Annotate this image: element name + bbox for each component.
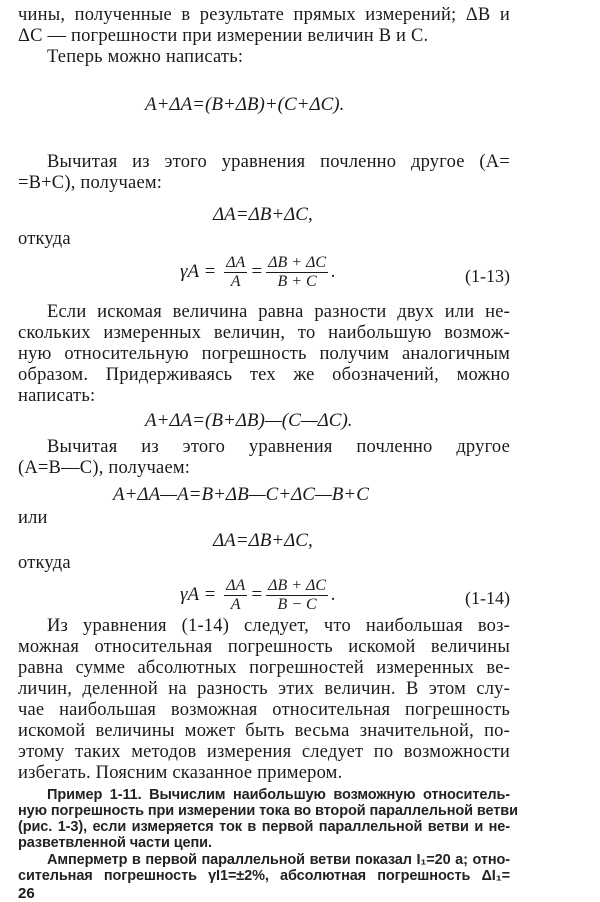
text-line: можная относительная погрешность искомой величины [18,637,510,657]
text-line: (A=B—C), получаем: [18,458,191,478]
example-line: Амперметр в первой параллельной ветви показал I₁=20 а; отно- [47,852,510,868]
text-line: искомой величины может быть весьма значительной, по- [18,721,510,741]
text-line: Вычитая из этого уравнения почленно другое [47,437,510,457]
denominator: B − C [277,596,317,613]
fraction [224,254,247,291]
equation-number: (1-13) [465,266,510,286]
example-line: разветвленной части цепи. [18,835,212,851]
formula: ΔA=ΔB+ΔC, [213,530,313,551]
formula: A+ΔA=(B+ΔB)+(C+ΔC). [145,94,345,115]
formula-part: γA = [180,583,217,605]
text-line: Из уравнения (1-14) следует, что наибольшая воз- [47,616,510,636]
numerator: ΔB + ΔC [268,254,327,271]
text-line: чае наибольшая возможная относительная погрешность [18,700,510,720]
denominator: A [230,596,241,613]
denominator: B + C [277,273,317,290]
text-line: ΔC — погрешности при измерении величин B и C. [18,26,429,46]
formula-part: = [250,583,264,605]
text-line: этому таких методов измерения следует по возможности [18,742,510,762]
text-line: образом. Придерживаясь тех же обозначений, можно [18,365,510,385]
formula-part: . [331,260,336,282]
text-line: Если искомая величина равна разности двух или не- [47,302,510,322]
text-line: или [18,508,48,528]
fraction [266,577,328,614]
formula-part: = [250,260,264,282]
equation-number: (1-14) [465,588,510,608]
text-line: равна сумме абсолютных погрешностей измеренных ве- [18,658,510,678]
text-line: Вычитая из этого уравнения почленно другое (A= [47,152,510,172]
text-line: чины, полученные в результате прямых измерений; ΔB и [18,5,510,25]
text-line: избегать. Поясним сказанное примером. [18,763,343,783]
text-line: =B+C), получаем: [18,173,163,193]
formula-1-13 [180,254,336,291]
fraction [266,254,328,291]
page-number: 26 [18,885,35,902]
numerator: ΔA [226,577,246,594]
formula: A+ΔA—A=B+ΔB—C+ΔC—B+C [113,484,369,505]
text-line: Теперь можно написать: [47,47,244,67]
text-line: личин, деленной на разность этих величин. В этом слу- [18,679,510,699]
text-line: откуда [18,229,71,249]
text-line: написать: [18,386,96,406]
example-line: (рис. 1-3), если измеряется ток в первой параллельной ветви и не- [18,819,510,835]
fraction [224,577,247,614]
formula: A+ΔA=(B+ΔB)—(C—ΔC). [145,410,353,431]
denominator: A [230,273,241,290]
numerator: ΔB + ΔC [268,577,327,594]
formula-part: . [331,583,336,605]
formula-part: γA = [180,260,217,282]
formula-1-14 [180,577,336,614]
text-line: откуда [18,553,71,573]
text-line: ную относительную погрешность получим аналогичным [18,344,510,364]
example-line: сительная погрешность γI1=±2%, абсолютная погрешность ΔI₁= [18,868,510,884]
numerator: ΔA [226,254,246,271]
text-line: скольких измеренных величин, то наибольшую возмож- [18,323,510,343]
example-line: Пример 1-11. Вычислим наибольшую возможную относитель- [47,787,510,803]
example-line: ную погрешность при измерении тока во второй параллельной ветви [18,803,518,819]
formula: ΔA=ΔB+ΔC, [213,204,313,225]
